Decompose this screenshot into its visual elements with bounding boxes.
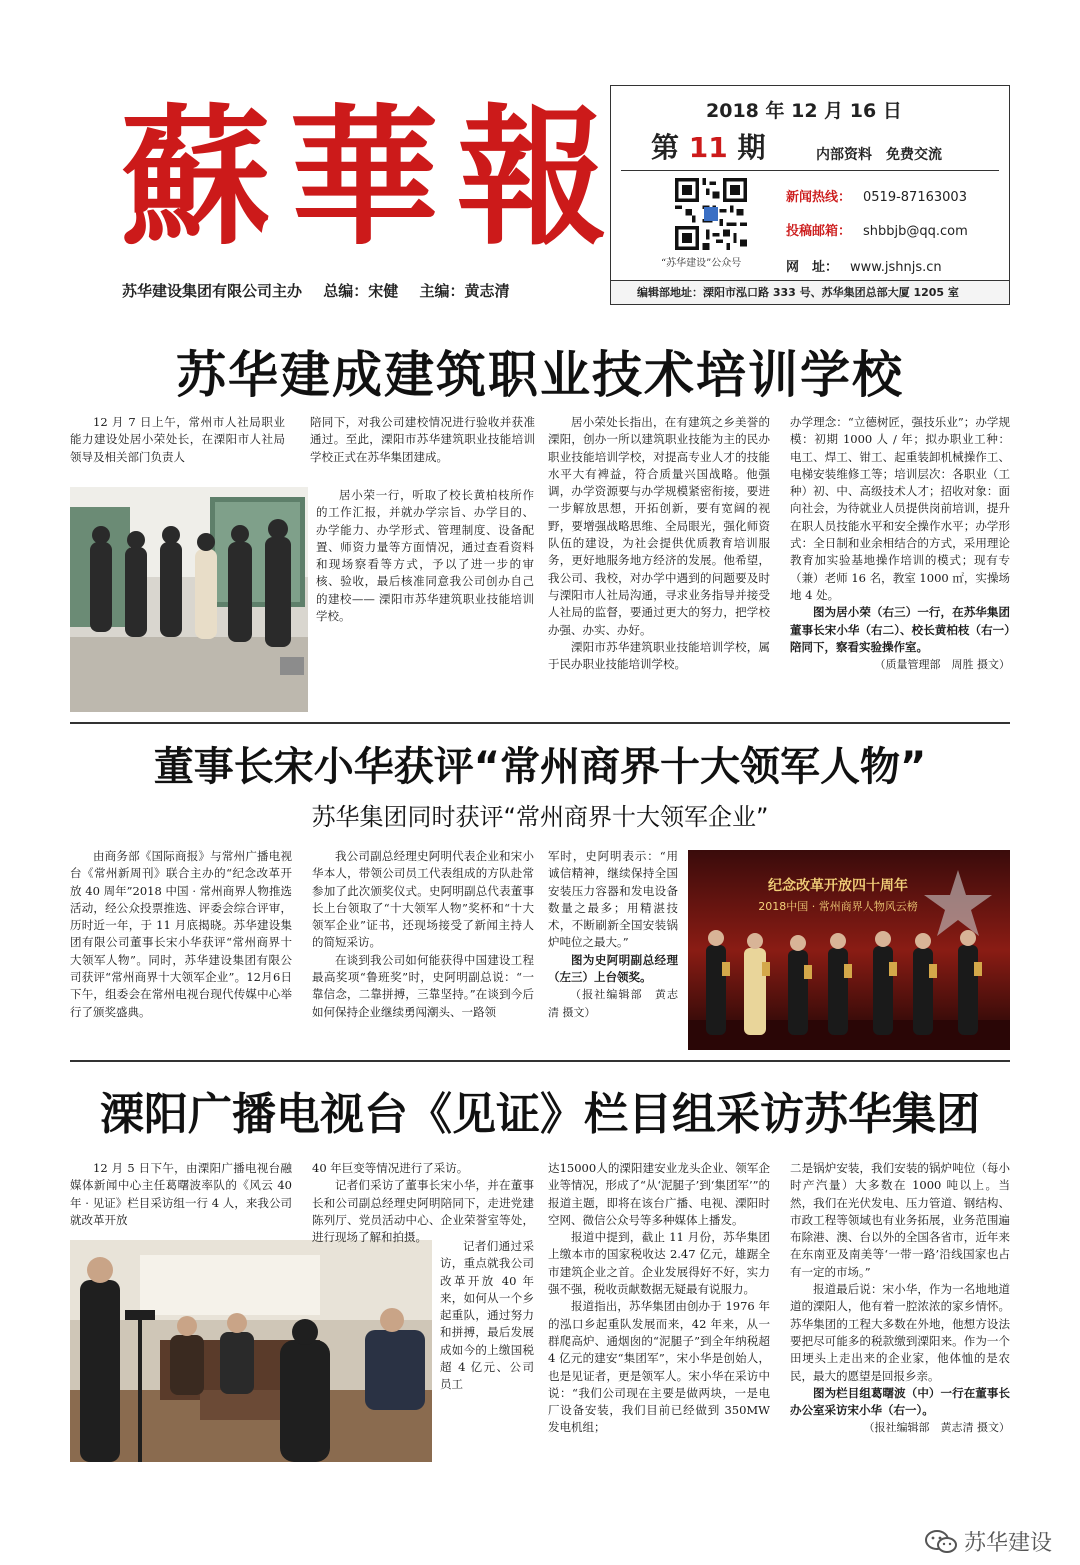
article3-col3-p1: 达15000人的溧阳建安业龙头企业、领军企业等情况，形成了“从‘泥腿子’到‘集团军’”的报道主题，即将在该台广播、电视、溧阳时空网、微信公众号等多种媒体上播发。 (548, 1161, 770, 1227)
logo-text: 蘇華報 (120, 90, 626, 266)
email-value[interactable]: shbbjb@qq.com (863, 224, 968, 239)
article2-col1-text: 由商务部《国际商报》与常州广播电视台《常州新周刊》联合主办的“纪念改革开放 40 周年”2018 中国 · 常州商界人物推选活动，经公众投票推选、评委会综合评审，历时近一年，于 11 月底揭晓。苏华建设集团有限公司董事长宋小华获评“常州商界十大领军人物”。同时，苏华建设集团有限公司获评“常州商界十大领军企业”。12月6日下午，组委会在常州电视台现代传媒中心举行了颁奖盛典。 (70, 849, 292, 1019)
article1-col2-top-text: 陪同下，对我公司建校情况进行验收并获准通过。至此，溧阳市苏华建筑职业技能培训学校正式在苏华集团建成。 (310, 415, 535, 464)
article3-col3-p3: 报道指出，苏华集团由创办于 1976 年的泓口乡起重队发展而来，42 年来，从一群爬高炉、通烟囱的“泥腿子”到全年纳税超 4 亿元的建安“集团军”，宋小华是创始人，也是见证者，更是领军人。宋小华在采访中说：“我们公司现在主要是做两块，一是电厂设备安装，我们目前已经做到 350MW 发电机组； (548, 1299, 770, 1435)
website-value[interactable]: www.jshnjs.cn (850, 260, 942, 275)
sponsor: 苏华建设集团有限公司主办 (122, 282, 303, 300)
email-row (786, 220, 968, 239)
website-label: 网 址： (786, 260, 839, 275)
photo-banner-text: 纪念改革开放四十周年 (768, 878, 908, 894)
chief-editor: 总编：宋健 (323, 282, 399, 300)
article3-caption: 图为栏目组葛曙波（中）一行在董事长办公室采访宋小华（右一）。 (790, 1385, 1010, 1418)
info-divider (621, 170, 999, 171)
article2-credit: （报社编辑部 黄志清 摄文） (548, 988, 678, 1019)
inspection-photo-icon (70, 487, 308, 712)
article2-subhead: 苏华集团同时获评“常州商界十大领军企业” (311, 803, 769, 831)
article3-headline: 溧阳广播电视台《见证》栏目组采访苏华集团 (100, 1089, 980, 1140)
article1-col3-p1: 居小荣处长指出，在有建筑之乡美誉的溧阳，创办一所以建筑职业技能为主的民办职业技能培训学校，对提高专业人才的技能水平大有裨益，符合质量兴国战略。他强调，办学资源要与办学规模紧密衔接，要进一步解放思想，开拓创新，要有宽阔的视野，要增强战略思维、全局眼光，强化师资队伍的建设，为社会提供优质教育培训服务，更好地服务地方经济的发展。他希望，我公司、我校，对办学中遇到的问题要及时与溧阳市人社局沟通，寻求业务指导并接受人社局的监督，要通过更大的努力，把学校办强、办实、办好。 (548, 415, 770, 637)
hotline-label: 新闻热线： (786, 190, 852, 205)
article1-headline: 苏华建成建筑职业技术培训学校 (176, 346, 904, 404)
issue-num: 11 (688, 131, 728, 164)
issue-note: 内部资料 免费交流 (816, 147, 942, 163)
editorial-address: 编辑部地址：溧阳市泓口路 333 号、苏华集团总部大厦 1205 室 (611, 280, 1009, 304)
article3-col3 (548, 1160, 770, 1437)
issue-prefix: 第 (651, 131, 680, 164)
article2-col2-p2: 在谈到我公司如何能获得中国建设工程最高奖项“鲁班奖”时，史阿明副总说：“一靠信念，二靠拼搏，三靠坚持。”在谈到今后如何保持企业继续勇闯潮头、一路领 (312, 952, 534, 1019)
article1-caption: 图为居小荣（右三）一行，在苏华集团董事长宋小华（右二）、校长黄柏枝（右一）陪同下，察看实验操作室。 (790, 605, 1010, 654)
article3-col2-bottom (440, 1238, 534, 1394)
issue-date: 2018 年 12 月 16 日 (706, 100, 902, 122)
article1-col1-top (70, 414, 285, 466)
article1-col1-text: 12 月 7 日上午，常州市人社局职业能力建设处居小荣处长，在溧阳市人社局领导及相关部门负责人 (70, 415, 285, 464)
editor: 主编：黄志清 (419, 282, 510, 300)
article1-col2-bottom (316, 487, 534, 625)
article3-col4-p2: 报道最后说：宋小华，作为一名地地道道的溧阳人，他有着一腔浓浓的家乡情怀。苏华集团的工程大多数在外地，他想方设法要把尽可能多的税款缴到溧阳来。作为一个田埂头上走出来的企业家，他体恤的是农民，最大的愿望是回报乡亲。 (790, 1282, 1010, 1383)
article3-col1-top (70, 1160, 292, 1229)
photo-banner2-text: 2018中国 · 常州商界人物风云榜 (758, 900, 918, 913)
article1-credit: （质量管理部 周胜 摄文） (874, 658, 1010, 672)
qr-code-icon[interactable] (675, 178, 747, 250)
award-ceremony-photo-icon (688, 850, 1010, 1050)
article2-col3-text: 军时，史阿明表示：“用诚信精神，继续保持全国安装压力容器和发电设备数量之最多；用精湛技术，不断刷新全国安装锅炉吨位之最大。” (548, 849, 678, 950)
article2-col2 (312, 848, 534, 1021)
article1-photo (70, 487, 308, 712)
masthead (70, 80, 1010, 305)
article3-col4 (790, 1160, 1010, 1437)
sponsor-line (122, 280, 526, 301)
website-row (786, 256, 942, 275)
article3-col2-top (312, 1160, 534, 1246)
issue-info-box (610, 85, 1010, 305)
article2-col3 (548, 848, 678, 1021)
issue-suffix: 期 (737, 131, 766, 164)
wechat-watermark (924, 1526, 1052, 1557)
article1-col2-top (310, 414, 535, 466)
article3-col2-p3: 记者们通过采访，重点就我公司改革开放 40 年来，如何从一个乡起重队，通过努力和拼搏，最后发展成如今的上缴国税超 4 亿元、公司员工 (440, 1239, 534, 1392)
article1-col3 (548, 414, 770, 673)
article1-col4 (790, 414, 1010, 673)
article3-photo (70, 1240, 432, 1462)
article3-col2-top-text: 40 年巨变等情况进行了采访。 (312, 1161, 469, 1175)
calligraphy-logo-icon (108, 80, 638, 270)
article3-col3-p2: 报道中提到，截止 11 月份，苏华集团上缴本市的国家税收达 2.47 亿元，雄踞全市建筑企业之首。企业发展得好不好，实力强不强，税收贡献数据无疑最有说服力。 (548, 1230, 770, 1297)
article3-col1-text: 12 月 5 日下午，由溧阳广播电视台融媒体新闻中心主任葛曙波率队的《风云 40 年 · 见证》栏目采访组一行 4 人，来我公司就改革开放 (70, 1161, 292, 1227)
hotline-value: 0519-87163003 (863, 190, 967, 205)
article2-photo (688, 850, 1010, 1050)
watermark-text: 苏华建设 (963, 1531, 1052, 1556)
section-rule-1 (70, 722, 1010, 724)
newspaper-logo (108, 80, 638, 270)
interview-photo-icon (70, 1240, 432, 1462)
article2-col2-p1: 我公司副总经理史阿明代表企业和宋小华本人，带领公司员工代表组成的方队赴常参加了此次颁奖仪式。史阿明副总代表董事长上台领取了“十大领军人物”奖杯和“十大领军企业”证书，还现场接受了新闻主持人的简短采访。 (312, 849, 534, 950)
hotline-row (786, 186, 967, 205)
qr-caption: “苏华建设”公众号 (661, 258, 742, 269)
article2-col1 (70, 848, 292, 1021)
article1-col3-p2: 溧阳市苏华建筑职业技能培训学校，属于民办职业技能培训学校。 (548, 639, 770, 672)
article1-col2-text: 居小荣一行，听取了校长黄柏枝所作的工作汇报，并就办学宗旨、办学目的、办学能力、办学形式、管理制度、设备配置、师资力量等方面情况，通过查看资料和现场察看等方式，予以了进一步的审核、验收，最后核准同意我公司创办自己的建校—— 溧阳市苏华建筑职业技能培训学校。 (316, 488, 534, 624)
email-label: 投稿邮箱： (786, 224, 852, 239)
wechat-icon (924, 1529, 958, 1555)
article3-col4-p1: 二是锅炉安装，我们安装的锅炉吨位（每小时产汽量）大多数在 1000 吨以上。当然，我们在光伏发电、压力管道、钢结构、市政工程等领域也有业务拓展，业务范围遍布除港、澳、台以外的全国各省市，近年来在东南亚及南美等‘一带一路’沿线国家也占有一定的市场。” (790, 1161, 1010, 1279)
article3-col2-p2: 记者们采访了董事长宋小华，并在董事长和公司副总经理史阿明陪同下，走进党建陈列厅、党员活动中心、企业荣誉室等处，进行现场了解和拍摄。 (312, 1178, 534, 1245)
article3-credit: （报社编辑部 黄志清 摄文） (863, 1421, 1010, 1435)
issue-number (651, 126, 766, 166)
section-rule-2 (70, 1060, 1010, 1062)
article1-col4-p1: 办学理念：“立德树匠，强技乐业”；办学规模：初期 1000 人 / 年；拟办职业工种：电工、焊工、钳工、起重装卸机械操作工、电梯安装维修工等；培训层次：各职业（工种）初、中、高级技术人才；招收对象：面向社会，为待就业人员提供岗前培训，提升在职人员技能水平和安全操作水平；办学形式：全日制和业余相结合的方式，采用理论教育加实验基地操作培训的模式；现有专（兼）老师 16 名，教室 1000 ㎡，实操场地 4 处。 (790, 415, 1010, 602)
article2-headline: 董事长宋小华获评“常州商界十大领军人物” (153, 744, 927, 790)
article2-caption: 图为史阿明副总经理（左三）上台领奖。 (548, 952, 678, 985)
